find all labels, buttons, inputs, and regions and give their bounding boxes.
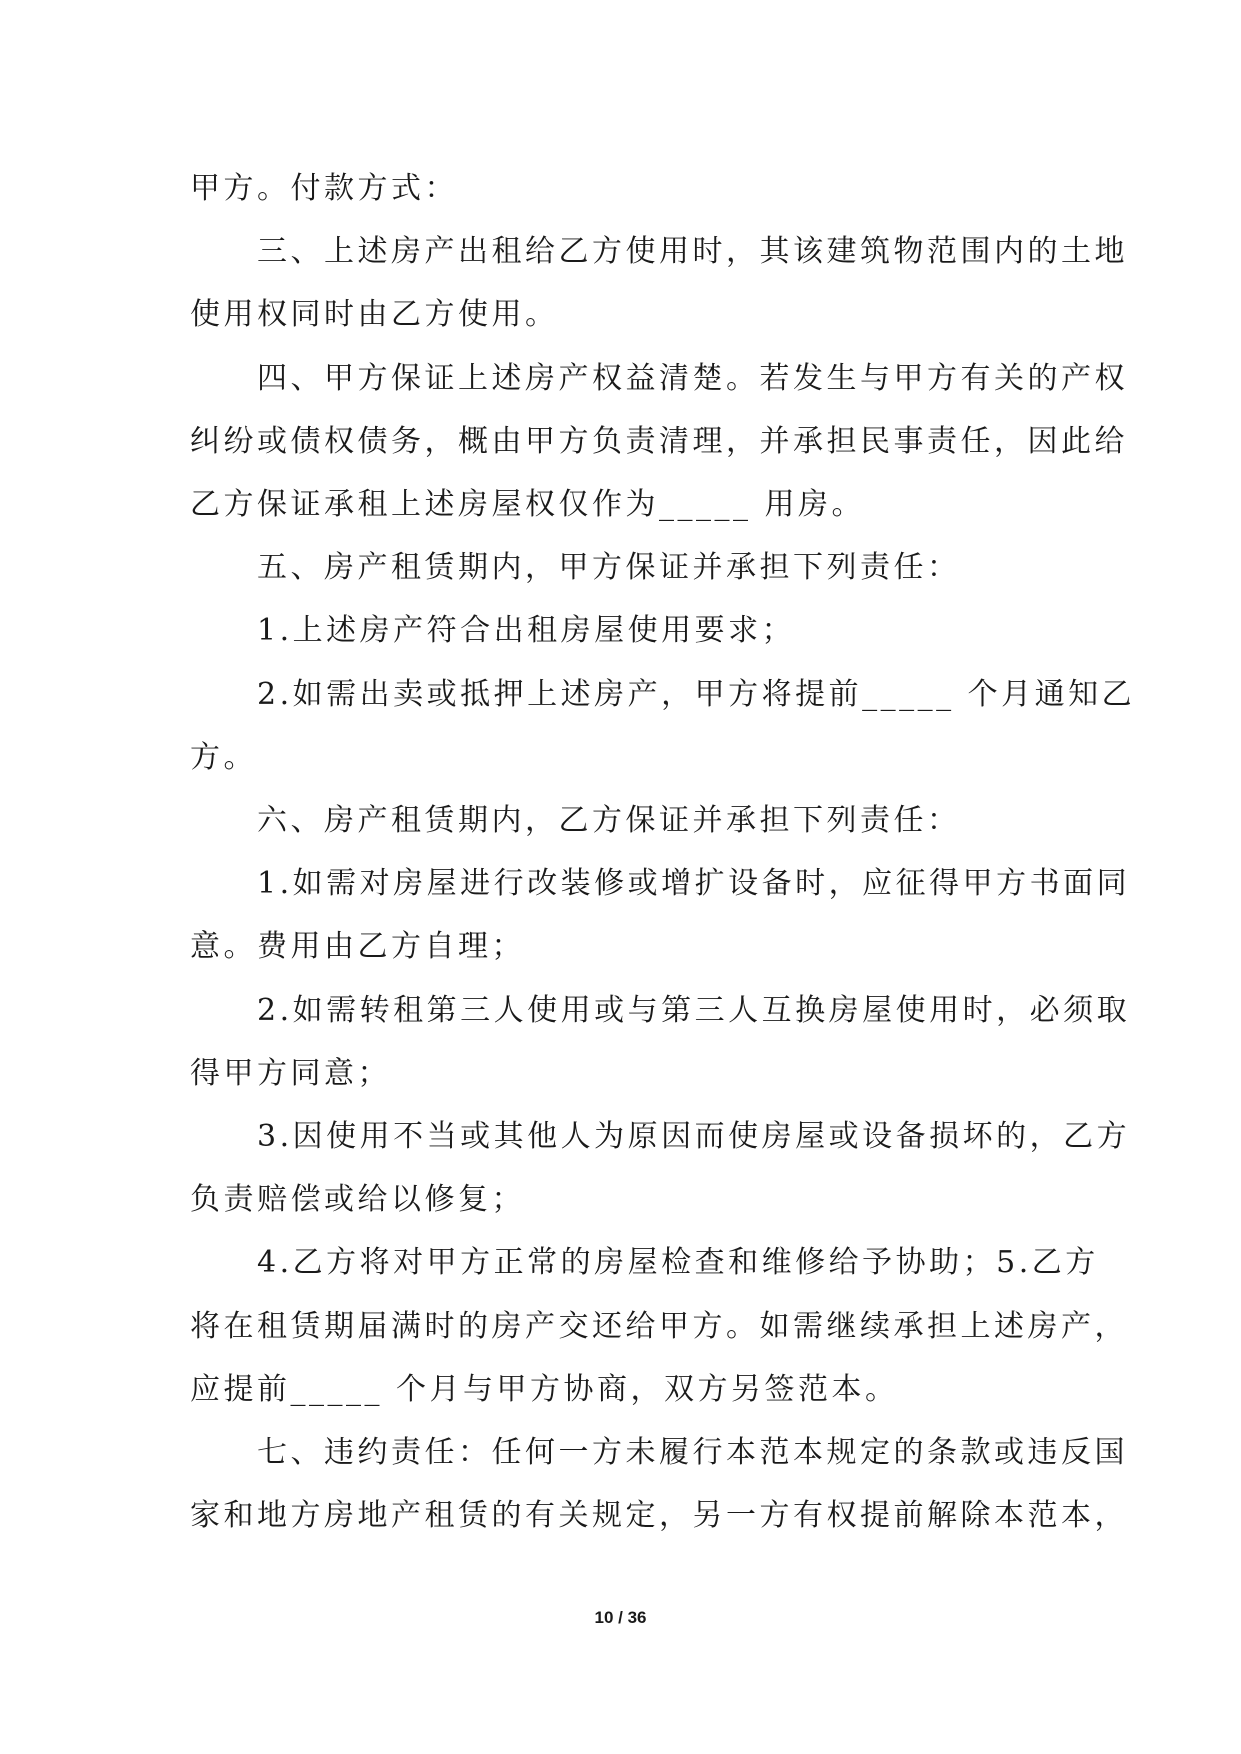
text-line: 三、上述房产出租给乙方使用时，其该建筑物范围内的土地 <box>190 234 1128 270</box>
document-body <box>190 157 1136 1547</box>
text-line: 1.如需对房屋进行改装修或增扩设备时，应征得甲方书面同 <box>190 866 1131 902</box>
text-line: 意。费用由乙方自理； <box>190 929 525 965</box>
text-line: 使用权同时由乙方使用。 <box>190 297 559 333</box>
text-line: 四、甲方保证上述房产权益清楚。若发生与甲方有关的产权 <box>190 360 1128 396</box>
text-line: 负责赔偿或给以修复； <box>190 1182 525 1218</box>
text-line: 纠纷或债权债务，概由甲方负责清理，并承担民事责任，因此给 <box>190 423 1128 459</box>
text-line: 方。 <box>190 739 257 775</box>
text-line: 家和地方房地产租赁的有关规定，另一方有权提前解除本范本， <box>190 1498 1128 1534</box>
text-line: 将在租赁期届满时的房产交还给甲方。如需继续承担上述房产， <box>190 1308 1128 1344</box>
text-line: 五、房产租赁期内，甲方保证并承担下列责任： <box>190 550 961 586</box>
text-line: 六、房产租赁期内，乙方保证并承担下列责任： <box>190 803 961 839</box>
page-number: 10 / 36 <box>594 1608 647 1627</box>
text-line: 乙方保证承租上述房屋权仅作为_____ 用房。 <box>190 487 866 523</box>
text-line: 2.如需出卖或抵押上述房产，甲方将提前_____ 个月通知乙 <box>190 676 1136 712</box>
text-line: 3.因使用不当或其他人为原因而使房屋或设备损坏的，乙方 <box>190 1119 1131 1155</box>
text-line: 2.如需转租第三人使用或与第三人互换房屋使用时，必须取 <box>190 992 1131 1028</box>
text-line: 得甲方同意； <box>190 1055 391 1091</box>
text-line: 1.上述房产符合出租房屋使用要求； <box>190 613 796 649</box>
text-line: 七、违约责任：任何一方未履行本范本规定的条款或违反国 <box>190 1435 1128 1471</box>
text-line: 甲方。付款方式： <box>190 171 458 206</box>
text-line: 应提前_____ 个月与甲方协商，双方另签范本。 <box>190 1371 899 1407</box>
document-paragraph <box>190 157 1136 1547</box>
text-line: 4.乙方将对甲方正常的房屋检查和维修给予协助；5.乙方 <box>190 1245 1099 1281</box>
